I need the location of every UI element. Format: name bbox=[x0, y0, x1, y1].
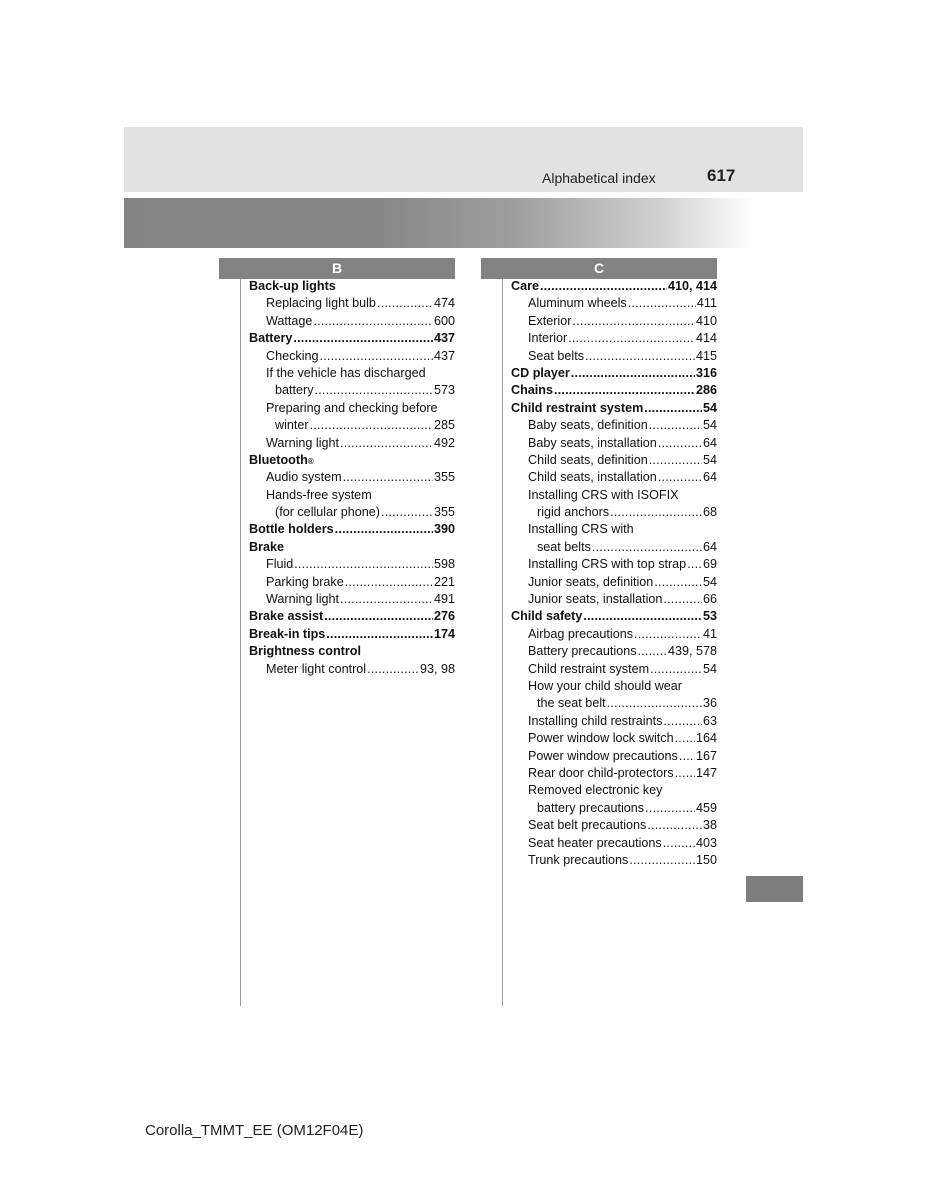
dot-leader bbox=[675, 730, 695, 747]
index-column-c bbox=[511, 278, 717, 869]
entry-term: Power window lock switch bbox=[528, 731, 674, 746]
dot-leader bbox=[345, 574, 433, 591]
entry-page: 316 bbox=[695, 365, 717, 380]
entry-term: Back-up lights bbox=[249, 279, 336, 293]
dot-leader bbox=[343, 469, 433, 486]
index-entry bbox=[511, 365, 717, 382]
dot-leader bbox=[658, 435, 702, 452]
dot-leader bbox=[645, 800, 695, 817]
entry-page: 38 bbox=[702, 818, 717, 833]
index-subentry bbox=[511, 504, 717, 521]
index-subentry bbox=[249, 400, 455, 417]
index-subentry bbox=[249, 487, 455, 504]
entry-page: 54 bbox=[702, 661, 717, 676]
column-divider-c bbox=[502, 279, 503, 1006]
dot-leader bbox=[335, 521, 433, 538]
entry-page: 41 bbox=[702, 626, 717, 641]
entry-page: 459 bbox=[695, 800, 717, 815]
index-subentry bbox=[511, 313, 717, 330]
index-letter-b: B bbox=[219, 258, 455, 279]
dot-leader bbox=[583, 608, 702, 625]
index-subentry bbox=[511, 835, 717, 852]
index-entry bbox=[249, 643, 455, 660]
entry-page: 286 bbox=[695, 383, 717, 398]
dot-leader bbox=[367, 661, 419, 678]
entry-term: How your child should wear bbox=[528, 678, 682, 693]
dot-leader bbox=[326, 626, 433, 643]
dot-leader bbox=[540, 278, 667, 295]
entry-term: Removed electronic key bbox=[528, 783, 663, 798]
index-subentry bbox=[249, 556, 455, 573]
index-entry bbox=[511, 400, 717, 417]
header-band bbox=[124, 127, 803, 192]
dot-leader bbox=[610, 504, 702, 521]
index-subentry bbox=[511, 539, 717, 556]
index-entry bbox=[249, 539, 455, 556]
entry-term: Battery bbox=[249, 331, 293, 346]
entry-page: 66 bbox=[702, 592, 717, 607]
index-subentry bbox=[511, 330, 717, 347]
entry-term: (for cellular phone) bbox=[275, 505, 380, 520]
entry-page: 600 bbox=[433, 313, 455, 328]
entry-term: Child seats, installation bbox=[528, 470, 657, 485]
entry-page: 69 bbox=[702, 557, 717, 572]
index-subentry bbox=[249, 295, 455, 312]
dot-leader bbox=[568, 330, 695, 347]
index-subentry bbox=[511, 417, 717, 434]
entry-term: Junior seats, installation bbox=[528, 592, 663, 607]
entry-page: 573 bbox=[433, 383, 455, 398]
index-subentry bbox=[511, 678, 717, 695]
index-entry bbox=[511, 382, 717, 399]
entry-page: 355 bbox=[433, 505, 455, 520]
entry-term: Preparing and checking before bbox=[266, 400, 438, 415]
entry-page: 164 bbox=[695, 731, 717, 746]
entry-page: 437 bbox=[433, 331, 455, 346]
entry-page: 150 bbox=[695, 852, 717, 867]
index-entry bbox=[249, 278, 455, 295]
entry-page: 54 bbox=[702, 400, 717, 415]
entry-page: 474 bbox=[433, 296, 455, 311]
dot-leader bbox=[634, 626, 702, 643]
entry-term: Aluminum wheels bbox=[528, 296, 627, 311]
index-subentry bbox=[249, 504, 455, 521]
dot-leader bbox=[340, 591, 433, 608]
index-subentry bbox=[511, 626, 717, 643]
section-title: Alphabetical index bbox=[542, 170, 656, 186]
entry-term: Exterior bbox=[528, 313, 572, 328]
dot-leader bbox=[650, 661, 702, 678]
entry-page: 221 bbox=[433, 574, 455, 589]
entry-term: Power window precautions bbox=[528, 748, 678, 763]
index-subentry bbox=[511, 591, 717, 608]
dot-leader bbox=[554, 382, 695, 399]
entry-page: 54 bbox=[702, 418, 717, 433]
entry-term: If the vehicle has discharged bbox=[266, 365, 426, 380]
entry-term: Hands-free system bbox=[266, 487, 372, 502]
index-subentry bbox=[511, 713, 717, 730]
index-subentry bbox=[511, 730, 717, 747]
entry-term: Installing CRS with ISOFIX bbox=[528, 487, 679, 502]
index-subentry bbox=[511, 765, 717, 782]
dot-leader bbox=[571, 365, 695, 382]
page-number: 617 bbox=[707, 166, 736, 185]
entry-page: 147 bbox=[695, 765, 717, 780]
entry-page: 390 bbox=[433, 522, 455, 537]
entry-term: Baby seats, installation bbox=[528, 435, 657, 450]
index-subentry bbox=[249, 574, 455, 591]
entry-term: Audio system bbox=[266, 470, 342, 485]
entry-term: Warning light bbox=[266, 592, 340, 607]
entry-term: Child restraint system bbox=[511, 400, 644, 415]
dot-leader bbox=[663, 835, 695, 852]
entry-page: 491 bbox=[433, 592, 455, 607]
entry-term: Trunk precautions bbox=[528, 852, 629, 867]
index-entry: Bluetooth ® bbox=[249, 452, 455, 469]
dot-leader bbox=[381, 504, 433, 521]
entry-term: battery precautions bbox=[537, 800, 645, 815]
index-subentry bbox=[249, 591, 455, 608]
entry-page: 36 bbox=[702, 696, 717, 711]
entry-term: Airbag precautions bbox=[528, 626, 634, 641]
dot-leader bbox=[313, 313, 433, 330]
index-subentry bbox=[249, 417, 455, 434]
entry-term: Checking bbox=[266, 348, 319, 363]
entry-term: Baby seats, definition bbox=[528, 418, 648, 433]
entry-term: Care bbox=[511, 279, 540, 293]
entry-term: seat belts bbox=[537, 539, 591, 554]
index-subentry bbox=[249, 382, 455, 399]
decorative-gradient-band bbox=[124, 198, 754, 248]
dot-leader bbox=[320, 348, 433, 365]
section-thumb-tab bbox=[746, 876, 803, 902]
entry-page: 415 bbox=[695, 348, 717, 363]
index-subentry bbox=[511, 852, 717, 869]
index-subentry bbox=[511, 782, 717, 799]
dot-leader bbox=[675, 765, 695, 782]
dot-leader bbox=[340, 435, 433, 452]
entry-term: Brake assist bbox=[249, 609, 324, 624]
index-subentry bbox=[511, 817, 717, 834]
index-subentry bbox=[511, 574, 717, 591]
entry-term: Fluid bbox=[266, 557, 294, 572]
entry-term: Installing CRS with bbox=[528, 522, 634, 537]
entry-page: 410 bbox=[695, 313, 717, 328]
entry-term: Child safety bbox=[511, 609, 583, 624]
index-entry bbox=[249, 608, 455, 625]
dot-leader bbox=[293, 330, 433, 347]
dot-leader bbox=[658, 469, 702, 486]
entry-page: 285 bbox=[433, 418, 455, 433]
entry-term: Junior seats, definition bbox=[528, 574, 654, 589]
column-divider-b bbox=[240, 279, 241, 1006]
entry-term: Warning light bbox=[266, 435, 340, 450]
entry-term: Wattage bbox=[266, 313, 313, 328]
entry-page: 63 bbox=[702, 713, 717, 728]
entry-page: 598 bbox=[433, 557, 455, 572]
entry-page: 492 bbox=[433, 435, 455, 450]
dot-leader bbox=[294, 556, 433, 573]
entry-page: 410, 414 bbox=[667, 279, 717, 293]
index-entry bbox=[249, 330, 455, 347]
entry-page: 355 bbox=[433, 470, 455, 485]
entry-page: 64 bbox=[702, 539, 717, 554]
entry-page: 54 bbox=[702, 452, 717, 467]
index-subentry bbox=[511, 695, 717, 712]
entry-page: 439, 578 bbox=[667, 644, 717, 659]
entry-page: 411 bbox=[696, 296, 717, 311]
dot-leader bbox=[592, 539, 702, 556]
dot-leader bbox=[585, 348, 695, 365]
index-subentry bbox=[511, 295, 717, 312]
entry-page: 403 bbox=[695, 835, 717, 850]
entry-page: 54 bbox=[702, 574, 717, 589]
entry-page: 414 bbox=[695, 331, 717, 346]
index-subentry bbox=[249, 469, 455, 486]
entry-term: Installing child restraints bbox=[528, 713, 663, 728]
index-entry bbox=[249, 521, 455, 538]
dot-leader bbox=[377, 295, 433, 312]
index-subentry bbox=[511, 643, 717, 660]
dot-leader bbox=[315, 382, 433, 399]
index-subentry bbox=[511, 469, 717, 486]
entry-term: Installing CRS with top strap bbox=[528, 557, 687, 572]
entry-term: Child seats, definition bbox=[528, 452, 648, 467]
entry-page: 68 bbox=[702, 505, 717, 520]
index-entry bbox=[249, 626, 455, 643]
index-subentry bbox=[249, 365, 455, 382]
entry-page: 64 bbox=[702, 470, 717, 485]
entry-term: Battery precautions bbox=[528, 644, 637, 659]
entry-page: 437 bbox=[433, 348, 455, 363]
index-entry bbox=[511, 608, 717, 625]
entry-term: the seat belt bbox=[537, 696, 606, 711]
document-id: Corolla_TMMT_EE (OM12F04E) bbox=[145, 1122, 364, 1139]
entry-page: 64 bbox=[702, 435, 717, 450]
entry-term: Break-in tips bbox=[249, 626, 326, 641]
index-column-b bbox=[249, 278, 455, 678]
entry-term: Bluetooth bbox=[249, 452, 308, 467]
dot-leader bbox=[644, 400, 702, 417]
index-subentry bbox=[511, 348, 717, 365]
entry-page: 93, 98 bbox=[419, 661, 455, 676]
dot-leader bbox=[679, 748, 695, 765]
dot-leader bbox=[310, 417, 433, 434]
entry-term: Seat heater precautions bbox=[528, 835, 662, 850]
index-subentry bbox=[511, 521, 717, 538]
entry-term: Child restraint system bbox=[528, 661, 650, 676]
dot-leader bbox=[649, 452, 702, 469]
entry-term: Replacing light bulb bbox=[266, 296, 376, 311]
index-subentry bbox=[511, 452, 717, 469]
index-subentry bbox=[249, 435, 455, 452]
index-entry bbox=[511, 278, 717, 295]
dot-leader bbox=[654, 574, 702, 591]
entry-term: Brightness control bbox=[249, 644, 361, 659]
entry-term: Parking brake bbox=[266, 574, 344, 589]
entry-page: 174 bbox=[433, 626, 455, 641]
dot-leader bbox=[649, 417, 702, 434]
dot-leader bbox=[572, 313, 695, 330]
entry-term: Rear door child-protectors bbox=[528, 765, 674, 780]
entry-term: rigid anchors bbox=[537, 505, 610, 520]
index-subentry bbox=[511, 661, 717, 678]
entry-page: 276 bbox=[433, 609, 455, 624]
entry-term: winter bbox=[275, 418, 309, 433]
dot-leader bbox=[663, 591, 702, 608]
index-subentry bbox=[249, 313, 455, 330]
entry-term: Bottle holders bbox=[249, 522, 334, 537]
entry-page: 53 bbox=[702, 609, 717, 624]
entry-page: 167 bbox=[695, 748, 717, 763]
dot-leader bbox=[629, 852, 695, 869]
index-subentry bbox=[249, 661, 455, 678]
dot-leader bbox=[647, 817, 702, 834]
entry-term: Seat belt precautions bbox=[528, 818, 647, 833]
dot-leader bbox=[607, 695, 702, 712]
entry-term: Brake bbox=[249, 539, 285, 554]
dot-leader bbox=[638, 643, 667, 660]
index-subentry bbox=[511, 748, 717, 765]
index-subentry bbox=[511, 435, 717, 452]
entry-term: Seat belts bbox=[528, 348, 585, 363]
dot-leader bbox=[324, 608, 433, 625]
index-subentry bbox=[511, 800, 717, 817]
index-subentry bbox=[249, 348, 455, 365]
entry-term: battery bbox=[275, 383, 314, 398]
entry-term: Chains bbox=[511, 383, 553, 398]
entry-term: Meter light control bbox=[266, 661, 367, 676]
dot-leader bbox=[628, 295, 696, 312]
entry-term: CD player bbox=[511, 365, 570, 380]
index-subentry bbox=[511, 556, 717, 573]
entry-term: Interior bbox=[528, 331, 568, 346]
index-letter-c: C bbox=[481, 258, 717, 279]
dot-leader bbox=[687, 556, 702, 573]
index-subentry bbox=[511, 487, 717, 504]
dot-leader bbox=[663, 713, 702, 730]
